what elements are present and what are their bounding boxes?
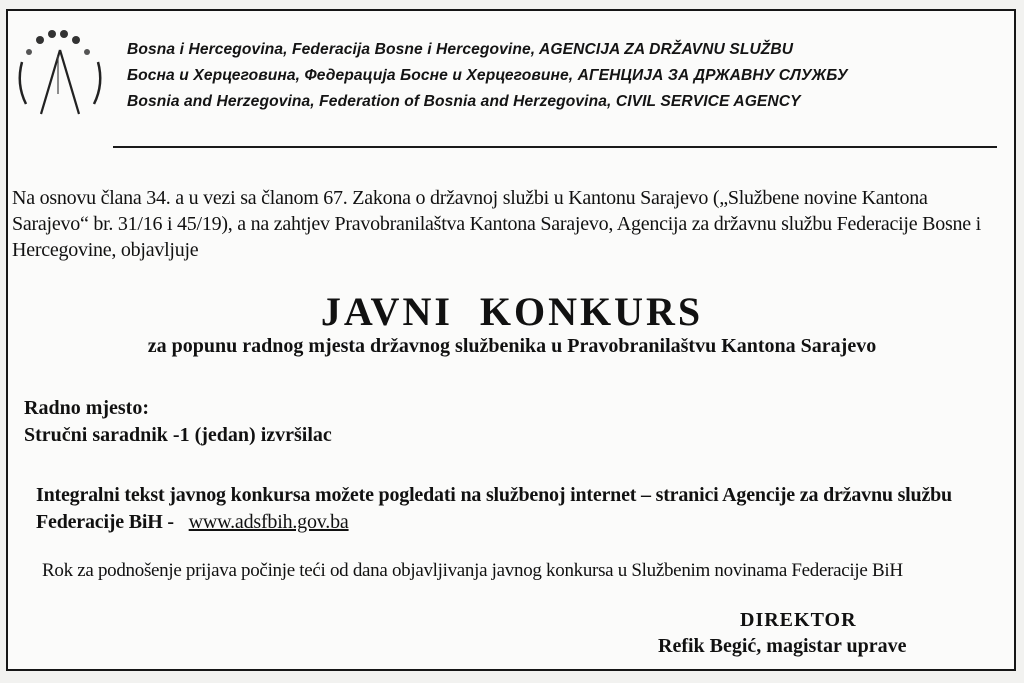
info-paragraph — [36, 482, 1011, 536]
signature-title: DIREKTOR — [740, 609, 857, 631]
header-line-english: Bosnia and Herzegovina, Federation of Bosnia and Herzegovina, CIVIL SERVICE AGENCY — [127, 93, 801, 110]
agency-header — [127, 37, 997, 115]
page-title: JAVNI KONKURS — [320, 289, 704, 334]
intro-paragraph: Na osnovu člana 34. a u vezi sa članom 67. Zakona o državnoj službi u Kantonu Sarajevo („Službene novine Kantona Sarajevo“ br. 31/16 i 45/19), a na zahtjev Pravobranilaštva Kantona Sarajevo, Agencija za državnu službu Federacije Bosne i Hercegovine, objavljuje — [12, 187, 981, 261]
position-value: Stručni saradnik -1 (jedan) izvršilac — [24, 424, 332, 446]
page-subtitle: za popunu radnog mjesta državnog službenika u Pravobranilaštvu Kantona Sarajevo — [147, 335, 877, 357]
signature-name: Refik Begić, magistar uprave — [658, 635, 907, 657]
agency-website-link[interactable]: www.adsfbih.gov.ba — [188, 511, 349, 533]
position-label: Radno mjesto: — [24, 397, 149, 419]
info-text: Integralni tekst javnog konkursa možete pogledati na službenoj internet – stranici Agencije za državnu službu Federacije BiH - — [36, 484, 952, 533]
header-line-latin: Bosna i Hercegovina, Federacija Bosne i Hercegovine, AGENCIJA ZA DRŽAVNU SLUŽBU — [127, 41, 794, 58]
deadline-paragraph: Rok za podnošenje prijava počinje teći od dana objavljivanja javnog konkursa u Službenim novinama Federacije BiH — [42, 560, 903, 581]
header-divider — [113, 146, 997, 148]
agency-logo-icon — [14, 22, 106, 132]
header-line-cyrillic: Босна и Херцеговина, Федерација Босне и Херцеговине, АГЕНЦИЈА ЗА ДРЖАВНУ СЛУЖБУ — [127, 67, 848, 84]
